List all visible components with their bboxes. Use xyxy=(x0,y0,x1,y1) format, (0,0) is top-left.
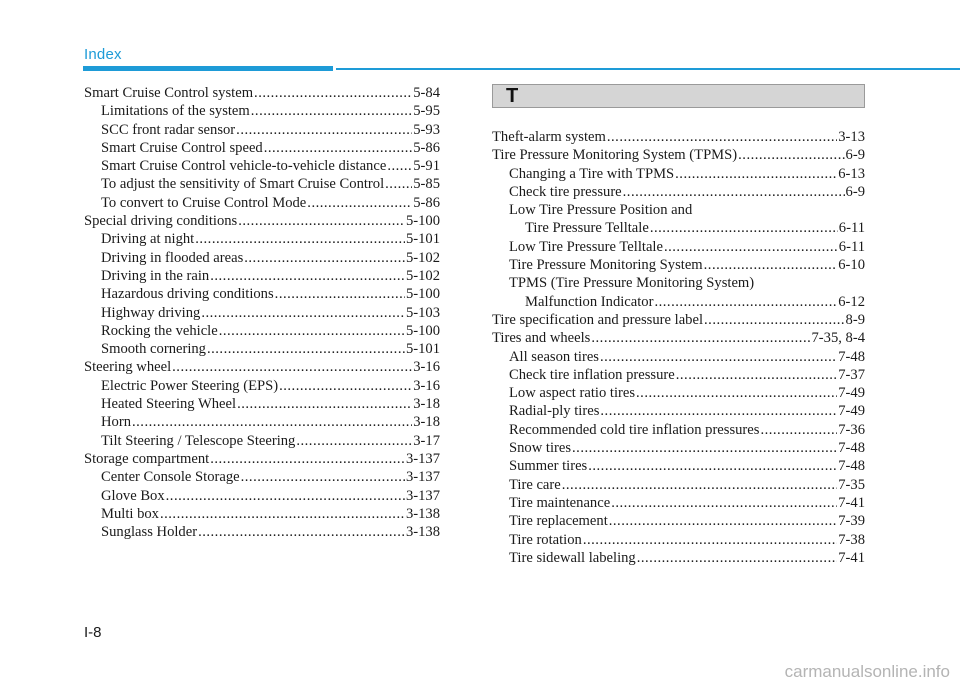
dot-leader xyxy=(198,523,405,541)
entry-text: Summer tires xyxy=(509,458,588,475)
dot-leader xyxy=(166,487,405,505)
entry-text: Driving at night xyxy=(101,231,195,248)
index-entry xyxy=(84,468,440,486)
entry-page: 5-95 xyxy=(413,103,440,120)
entry-page: 7-41 xyxy=(838,549,865,566)
entry-text: Low Tire Pressure Telltale xyxy=(509,238,663,255)
index-entry xyxy=(84,102,440,120)
dot-leader xyxy=(244,249,405,267)
entry-text: To convert to Cruise Control Mode xyxy=(101,194,307,211)
entry-page: 5-103 xyxy=(405,304,440,321)
header-rule-thin xyxy=(336,68,960,70)
dot-leader xyxy=(562,476,838,494)
dot-leader xyxy=(160,505,405,523)
dot-leader xyxy=(664,238,838,256)
entry-text: Rocking the vehicle xyxy=(101,322,218,339)
entry-page: 6-11 xyxy=(838,238,865,255)
entry-text: Sunglass Holder xyxy=(101,524,198,541)
entry-text: Tire Pressure Telltale xyxy=(525,220,649,237)
index-entry xyxy=(84,175,440,193)
entry-text: Tire sidewall labeling xyxy=(509,549,636,566)
entry-page: 5-100 xyxy=(405,286,440,303)
dot-leader xyxy=(609,512,837,530)
dot-leader xyxy=(210,267,405,285)
entry-text: Tire replacement xyxy=(509,513,608,530)
index-entries-right xyxy=(492,128,865,567)
dot-leader xyxy=(251,102,412,120)
entry-page: 7-35, 8-4 xyxy=(811,330,865,347)
index-entry xyxy=(84,340,440,358)
entry-text: Center Console Storage xyxy=(101,469,240,486)
dot-leader xyxy=(307,194,412,212)
index-entry xyxy=(84,139,440,157)
dot-leader xyxy=(572,439,837,457)
entry-page: 5-84 xyxy=(413,85,440,101)
index-entry xyxy=(492,366,865,384)
dot-leader xyxy=(238,212,405,230)
entry-page: 5-100 xyxy=(405,322,440,339)
dot-leader xyxy=(637,549,838,567)
entry-text: Smooth cornering xyxy=(101,341,206,358)
index-entry xyxy=(84,322,440,340)
dot-leader xyxy=(254,84,412,102)
entry-text: Tire specification and pressure label xyxy=(492,311,704,328)
entry-page: 5-102 xyxy=(405,267,440,284)
entry-text: Low Tire Pressure Position and xyxy=(509,202,693,219)
entry-text: Steering wheel xyxy=(84,359,172,376)
index-entry xyxy=(492,494,865,512)
entry-page: 7-37 xyxy=(838,366,865,383)
dot-leader xyxy=(704,311,845,329)
index-entry xyxy=(492,128,865,146)
entry-page: 8-9 xyxy=(845,311,865,328)
entry-text: Limitations of the system xyxy=(101,103,250,120)
entry-text: Changing a Tire with TPMS xyxy=(509,165,675,182)
entry-text: Tire rotation xyxy=(509,531,582,548)
dot-leader xyxy=(201,304,405,322)
dot-leader xyxy=(600,402,837,420)
index-entry xyxy=(492,238,865,256)
entry-page: 7-36 xyxy=(838,421,865,438)
entry-text: Tire care xyxy=(509,476,561,493)
index-entry xyxy=(492,439,865,457)
index-entry xyxy=(492,531,865,549)
entry-text: Tire maintenance xyxy=(509,494,611,511)
dot-leader xyxy=(738,146,844,164)
index-entry xyxy=(84,377,440,395)
index-entry xyxy=(492,256,865,274)
dot-leader xyxy=(650,219,838,237)
dot-leader xyxy=(219,322,405,340)
entry-page: 7-48 xyxy=(838,348,865,365)
dot-leader xyxy=(385,175,412,193)
entry-text: Highway driving xyxy=(101,304,201,321)
index-entry xyxy=(492,512,865,530)
entry-text: Snow tires xyxy=(509,440,572,457)
index-entry xyxy=(492,311,865,329)
index-entry xyxy=(84,523,440,541)
dot-leader xyxy=(676,366,837,384)
index-entry xyxy=(84,505,440,523)
index-entry xyxy=(492,329,865,347)
entry-page: 3-17 xyxy=(413,432,440,449)
entry-text: Smart Cruise Control speed xyxy=(101,139,263,156)
entry-text: Smart Cruise Control vehicle-to-vehicle distance xyxy=(101,158,387,175)
dot-leader xyxy=(636,384,837,402)
entry-page: 3-138 xyxy=(405,505,440,522)
index-entry xyxy=(492,219,865,237)
entry-page: 7-49 xyxy=(838,385,865,402)
entry-page: 7-38 xyxy=(838,531,865,548)
entry-page: 7-39 xyxy=(838,513,865,530)
dot-leader xyxy=(132,413,412,431)
index-entry xyxy=(492,457,865,475)
dot-leader xyxy=(237,395,412,413)
entry-page: 5-86 xyxy=(413,139,440,156)
dot-leader xyxy=(654,293,837,311)
entry-page: 5-91 xyxy=(413,158,440,175)
index-entry xyxy=(492,274,865,292)
entry-page: 3-137 xyxy=(405,450,440,467)
index-entry xyxy=(492,201,865,219)
entry-page: 6-11 xyxy=(838,220,865,237)
entry-page: 5-101 xyxy=(405,231,440,248)
entry-page: 6-9 xyxy=(845,183,865,200)
entry-text: Heated Steering Wheel xyxy=(101,396,237,413)
entry-page: 5-93 xyxy=(413,121,440,138)
dot-leader xyxy=(236,121,412,139)
section-letter: T xyxy=(506,84,519,107)
entry-text: Radial-ply tires xyxy=(509,403,600,420)
entry-page: 5-101 xyxy=(405,341,440,358)
entry-text: Check tire pressure xyxy=(509,183,622,200)
index-entry xyxy=(84,212,440,230)
entry-page: 5-102 xyxy=(405,249,440,266)
entry-page: 3-137 xyxy=(405,469,440,486)
entry-page: 3-16 xyxy=(413,359,440,376)
header-rule-thick xyxy=(83,66,333,71)
page-number: I-8 xyxy=(84,624,102,641)
entry-page: 6-12 xyxy=(838,293,865,310)
entry-page: 3-13 xyxy=(838,129,865,145)
index-entry xyxy=(492,549,865,567)
entry-page: 7-35 xyxy=(838,476,865,493)
entry-text: Glove Box xyxy=(101,487,165,504)
entry-text: Tire Pressure Monitoring System (TPMS) xyxy=(492,147,738,164)
index-entry xyxy=(492,146,865,164)
entry-text: Multi box xyxy=(101,505,159,522)
dot-leader xyxy=(588,457,837,475)
index-entry xyxy=(84,487,440,505)
index-entry xyxy=(492,293,865,311)
dot-leader xyxy=(591,329,810,347)
entry-text: Check tire inflation pressure xyxy=(509,366,675,383)
entry-page: 7-41 xyxy=(838,494,865,511)
index-entry xyxy=(84,395,440,413)
index-title: Index xyxy=(84,46,122,63)
index-entry xyxy=(492,384,865,402)
entry-text: Tire Pressure Monitoring System xyxy=(509,257,703,274)
dot-leader xyxy=(195,230,405,248)
index-entry xyxy=(84,304,440,322)
entry-page: 7-49 xyxy=(838,403,865,420)
entry-text: Storage compartment xyxy=(84,450,210,467)
index-entry xyxy=(492,421,865,439)
entry-page: 6-10 xyxy=(838,257,865,274)
section-letter-box xyxy=(492,84,865,108)
entry-page: 3-138 xyxy=(405,524,440,541)
entry-text: Special driving conditions xyxy=(84,213,238,230)
dot-leader xyxy=(600,348,837,366)
index-column-right xyxy=(492,84,865,567)
dot-leader xyxy=(760,421,837,439)
entry-text: Electric Power Steering (EPS) xyxy=(101,377,279,394)
index-entry xyxy=(492,476,865,494)
index-entry xyxy=(84,358,440,376)
entry-text: All season tires xyxy=(509,348,599,365)
entry-page: 3-18 xyxy=(413,396,440,413)
entry-text: Theft-alarm system xyxy=(492,129,606,145)
index-entry xyxy=(84,432,440,450)
index-entry xyxy=(84,84,440,102)
entry-text: Malfunction Indicator xyxy=(525,293,654,310)
index-entry xyxy=(492,348,865,366)
index-entry xyxy=(84,285,440,303)
dot-leader xyxy=(583,531,837,549)
dot-leader xyxy=(387,157,412,175)
dot-leader xyxy=(275,285,405,303)
entry-text: Driving in the rain xyxy=(101,267,210,284)
entry-text: Tires and wheels xyxy=(492,330,591,347)
dot-leader xyxy=(279,377,412,395)
dot-leader xyxy=(172,358,412,376)
index-entry xyxy=(492,165,865,183)
entry-text: Low aspect ratio tires xyxy=(509,385,636,402)
dot-leader xyxy=(264,139,413,157)
entry-page: 7-48 xyxy=(838,440,865,457)
dot-leader xyxy=(210,450,405,468)
entry-text: Recommended cold tire inflation pressures xyxy=(509,421,760,438)
entry-text: To adjust the sensitivity of Smart Cruise Control xyxy=(101,176,385,193)
dot-leader xyxy=(611,494,837,512)
dot-leader xyxy=(207,340,405,358)
entry-text: SCC front radar sensor xyxy=(101,121,236,138)
index-entry xyxy=(84,249,440,267)
dot-leader xyxy=(296,432,412,450)
entry-page: 5-100 xyxy=(405,213,440,230)
dot-leader xyxy=(704,256,838,274)
entry-page: 5-85 xyxy=(413,176,440,193)
index-entry xyxy=(84,230,440,248)
index-entry xyxy=(84,267,440,285)
entry-text: Smart Cruise Control system xyxy=(84,85,254,101)
index-entry xyxy=(492,183,865,201)
index-column-left xyxy=(84,84,440,541)
index-entry xyxy=(84,121,440,139)
entry-page: 5-86 xyxy=(413,194,440,211)
index-entry xyxy=(492,402,865,420)
entry-text: Horn xyxy=(101,414,131,431)
index-entry xyxy=(84,450,440,468)
entry-text: TPMS (Tire Pressure Monitoring System) xyxy=(509,275,755,292)
entry-text: Hazardous driving conditions xyxy=(101,286,274,303)
dot-leader xyxy=(241,468,405,486)
dot-leader xyxy=(607,128,837,146)
index-entry xyxy=(84,413,440,431)
entry-page: 7-48 xyxy=(838,458,865,475)
entry-text: Tilt Steering / Telescope Steering xyxy=(101,432,296,449)
watermark: carmanualsonline.info xyxy=(784,662,950,681)
entry-page: 6-13 xyxy=(838,165,865,182)
entry-page: 6-9 xyxy=(845,147,865,164)
entry-page: 3-18 xyxy=(413,414,440,431)
entry-page: 3-137 xyxy=(405,487,440,504)
dot-leader xyxy=(675,165,837,183)
index-entry xyxy=(84,194,440,212)
entry-text: Driving in flooded areas xyxy=(101,249,244,266)
dot-leader xyxy=(623,183,845,201)
entry-page: 3-16 xyxy=(413,377,440,394)
index-entry xyxy=(84,157,440,175)
